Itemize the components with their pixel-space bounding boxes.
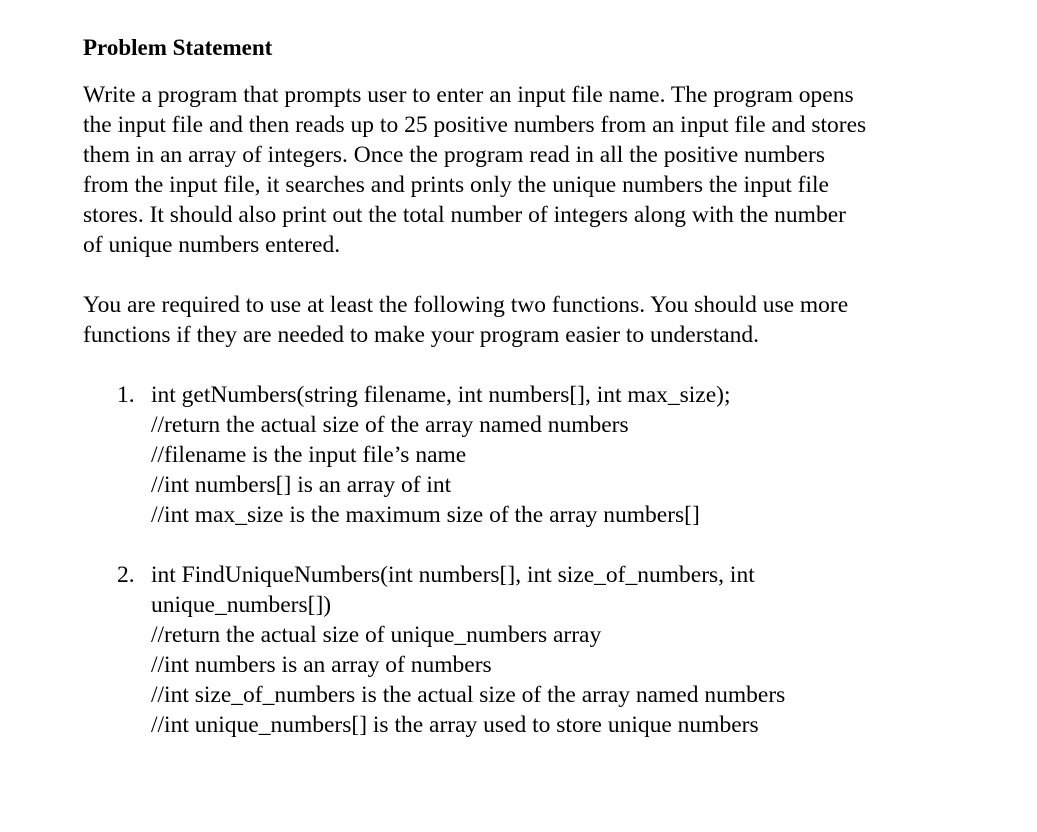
function-item-finduniquenumbers [83,560,983,740]
function-comment: //return the actual size of the array named numbers [151,412,629,438]
function-comment: //int max_size is the maximum size of the array numbers[] [151,502,700,528]
paragraph-line: Write a program that prompts user to enter an input file name. The program opens [83,82,854,108]
paragraph-line: of unique numbers entered. [83,232,341,258]
list-number: 1. [117,382,135,408]
function-comment: //filename is the input file’s name [151,442,467,468]
function-signature: int getNumbers(string filename, int numbers[], int max_size); [151,382,731,408]
function-item-getnumbers [83,380,983,530]
function-comment: //int size_of_numbers is the actual size of the array named numbers [151,682,786,708]
function-signature: int FindUniqueNumbers(int numbers[], int size_of_numbers, int [151,562,755,588]
problem-statement-heading: Problem Statement [83,35,273,60]
paragraph-line: from the input file, it searches and prints only the unique numbers the input file [83,172,829,198]
function-signature-continued: unique_numbers[]) [151,592,332,618]
function-comment: //int unique_numbers[] is the array used to store unique numbers [151,712,759,738]
requirements-paragraph [83,290,963,350]
list-number: 2. [117,562,135,588]
paragraph-line: stores. It should also print out the total number of integers along with the number [83,202,846,228]
paragraph-line: You are required to use at least the following two functions. You should use more [83,292,849,318]
paragraph-line: them in an array of integers. Once the program read in all the positive numbers [83,142,825,168]
function-comment: //return the actual size of unique_numbers array [151,622,602,648]
document-page [83,33,983,740]
paragraph-line: functions if they are needed to make your program easier to understand. [83,322,760,348]
paragraph-line: the input file and then reads up to 25 positive numbers from an input file and stores [83,112,867,138]
problem-description-paragraph [83,80,963,260]
function-list [83,380,983,740]
function-comment: //int numbers[] is an array of int [151,472,452,498]
function-comment: //int numbers is an array of numbers [151,652,492,678]
